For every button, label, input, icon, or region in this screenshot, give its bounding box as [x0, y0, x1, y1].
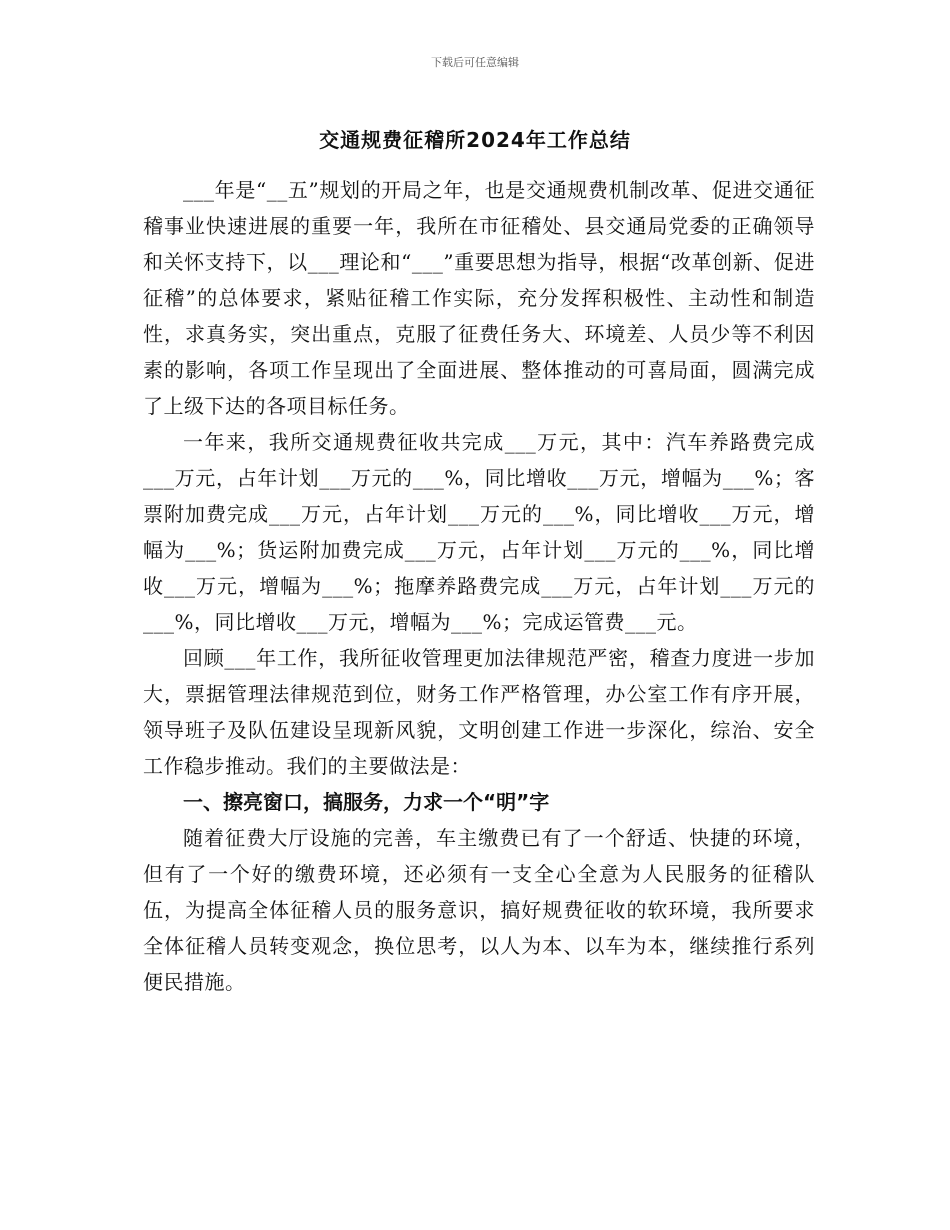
- paragraph-review: 回顾___年工作，我所征收管理更加法律规范严密，稽查力度进一步加大，票据管理法律规范到位，财务工作严格管理，办公室工作有序开展，领导班子及队伍建设呈现新风貌，文明创建工作进一步深化，综治、安全工作稳步推动。我们的主要做法是：: [143, 646, 815, 778]
- section-heading: 一、擦亮窗口，搞服务，力求一个“明”字: [183, 790, 550, 814]
- paragraph-intro: ___年是“__五”规划的开局之年，也是交通规费机制改革、促进交通征稽事业快速进展的重要一年，我所在市征稽处、县交通局党委的正确领导和关怀支持下，以___理论和“___”重要思想为指导，根据“改革创新、促进征稽”的总体要求，紧贴征稽工作实际，充分发挥积极性、主动性和制造性，求真务实，突出重点，克服了征费任务大、环境差、人员少等不利因素的影响，各项工作呈现出了全面进展、整体推动的可喜局面，圆满完成了上级下达的各项目标任务。: [143, 178, 815, 418]
- paragraph-section-1: 随着征费大厅设施的完善，车主缴费已有了一个舒适、快捷的环境，但有了一个好的缴费环境，还必须有一支全心全意为人民服务的征稽队伍，为提高全体征稽人员的服务意识，搞好规费征收的软环境，我所要求全体征稽人员转变观念，换位思考，以人为本、以车为本，继续推行系列便民措施。: [143, 826, 815, 994]
- header-note: 下载后可任意编辑: [431, 56, 519, 69]
- paragraph-revenue: 一年来，我所交通规费征收共完成___万元，其中：汽车养路费完成___万元，占年计划___万元的___%，同比增收___万元，增幅为___%；客票附加费完成___万元，占年计划___万元的___%，同比增收___万元，增幅为___%；货运附加费完成___万元，占年计划___万元的___%，同比增收___万元，增幅为___%；拖摩养路费完成___万元，占年计划___万元的___%，同比增收___万元，增幅为___%；完成运管费___元。: [143, 430, 815, 634]
- document-body: [143, 172, 815, 1000]
- document-title: 交通规费征稽所2024年工作总结: [319, 128, 631, 152]
